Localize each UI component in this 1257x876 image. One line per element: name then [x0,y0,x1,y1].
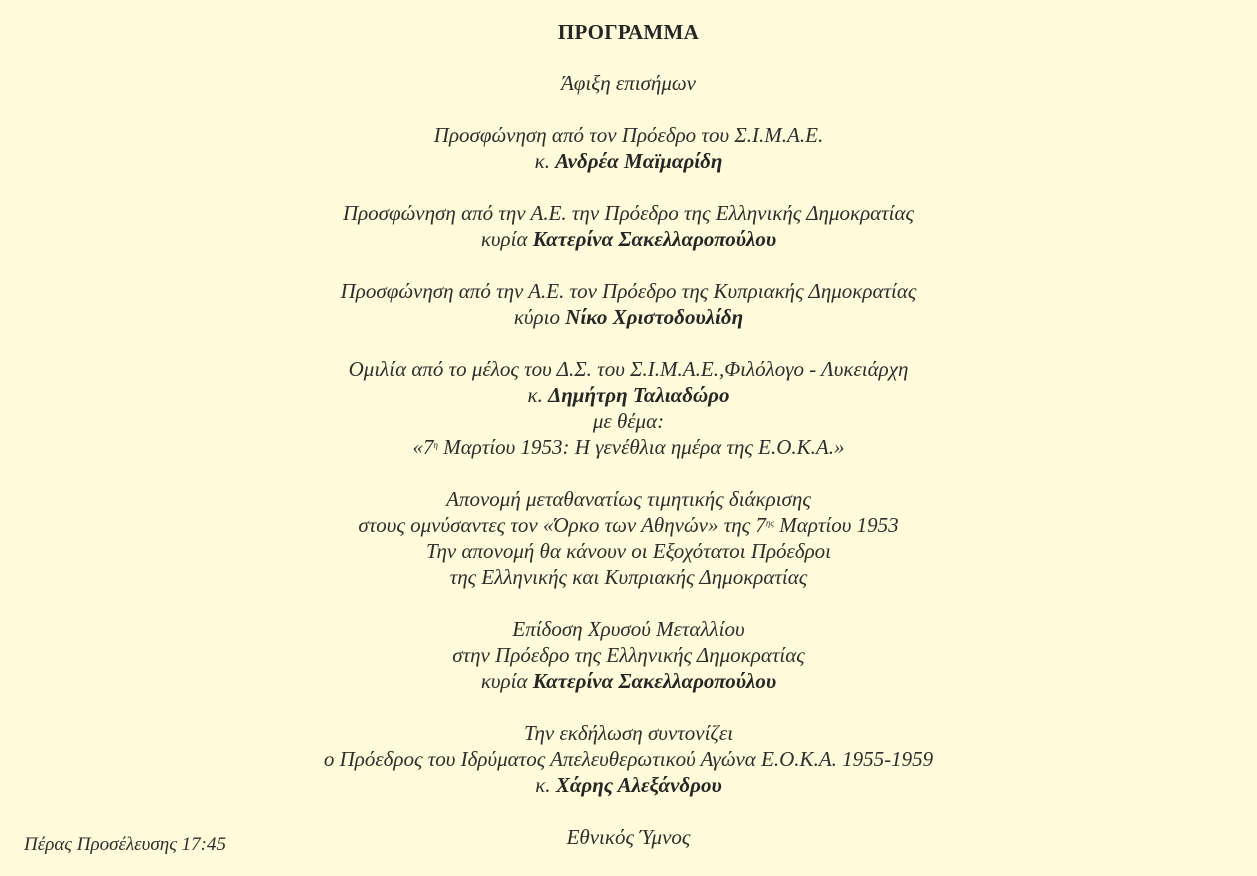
medal-prefix: κυρία [480,669,533,693]
medal-recipient [0,668,1257,694]
speech-2-prefix: κυρία [480,227,533,251]
award-line-1: Απονομή μεταθανατίως τιμητικής διάκρισης [446,487,811,511]
award-line-2-sup: ης [765,518,775,528]
lecture-topic-sup: η [433,440,438,450]
speech-1-prefix: κ. [534,149,556,173]
medal-line-1: Επίδοση Χρυσού Μεταλλίου [512,617,745,641]
lecture-description: Ομιλία από το μέλος του Δ.Σ. του Σ.Ι.Μ.Α.Ε.,Φιλόλογο - Λυκειάρχη [348,357,909,381]
award-line-2-a: στους ομνύσαντες τον «Όρκο των Αθηνών» της 7 [358,513,766,537]
coordinator-block [0,720,1257,798]
lecture-name: Δημήτρη Ταλιαδώρο [548,383,730,407]
award-line-2 [0,512,1257,538]
award-line-3: Την απονομή θα κάνουν οι Εξοχότατοι Πρόεδροι [425,539,832,563]
speech-2-name: Κατερίνα Σακελλαροπούλου [532,227,777,251]
program-content [0,70,1257,876]
lecture-block [0,356,1257,460]
coordinator-line-1: Την εκδήλωση συντονίζει [523,721,734,745]
program-title: ΠΡΟΓΡΑΜΜΑ [557,20,700,44]
speech-1-name: Ανδρέα Μαϊμαρίδη [555,149,723,173]
speech-2-speaker [0,226,1257,252]
speech-1-block [0,122,1257,174]
speech-1-speaker [0,148,1257,174]
speech-2-description: Προσφώνηση από την Α.Ε. την Πρόεδρο της Ελληνικής Δημοκρατίας [342,201,915,225]
arrival-deadline: Πέρας Προσέλευσης 17:45 [24,834,226,855]
speech-3-name: Νίκο Χριστοδουλίδη [565,305,744,329]
coordinator-line-2: ο Πρόεδρος του Ιδρύματος Απελευθερωτικού Αγώνα Ε.Ο.Κ.Α. 1955-1959 [323,747,934,771]
anthem-text: Εθνικός Ύμνος [566,825,691,849]
speech-3-description: Προσφώνηση από την Α.Ε. τον Πρόεδρο της Κυπριακής Δημοκρατίας [340,279,917,303]
lecture-prefix: κ. [527,383,549,407]
speech-3-prefix: κύριο [513,305,566,329]
award-line-2-b: Μαρτίου 1953 [774,513,899,537]
speech-3-block [0,278,1257,330]
award-line-4: της Ελληνικής και Κυπριακής Δημοκρατίας [449,565,808,589]
arrival-text: Άφιξη επισήμων [560,71,697,95]
lecture-speaker [0,382,1257,408]
coordinator-name: Χάρης Αλεξάνδρου [555,773,722,797]
lecture-topic-rest: Μαρτίου 1953: Η γενέθλια ημέρα της Ε.Ο.Κ.Α.» [437,435,845,459]
speech-1-description: Προσφώνηση από τον Πρόεδρο του Σ.Ι.Μ.Α.Ε. [433,123,824,147]
speech-3-speaker [0,304,1257,330]
coordinator-person [0,772,1257,798]
medal-line-2: στην Πρόεδρο της Ελληνικής Δημοκρατίας [452,643,805,667]
award-block [0,486,1257,590]
lecture-topic-label: με θέμα: [592,409,665,433]
medal-block [0,616,1257,694]
coordinator-prefix: κ. [535,773,556,797]
medal-name: Κατερίνα Σακελλαροπούλου [532,669,777,693]
arrival-block [0,70,1257,96]
speech-2-block [0,200,1257,252]
lecture-topic-open: «7 [412,435,434,459]
lecture-topic [0,434,1257,460]
